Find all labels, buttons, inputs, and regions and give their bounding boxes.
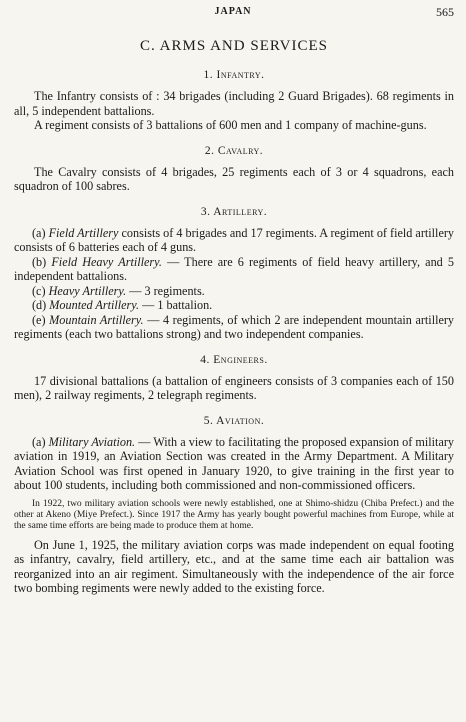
item-label: (c) <box>32 283 46 298</box>
aviation-note: In 1922, two military aviation schools were newly established, one at Shimo-shidzu (Chiba Prefect.) and the other at Akeno (Miye Prefect.). Since 1917 the Army has yearly bought powerful machines from Europe, while at the same time efforts are being made to produce them at home. <box>14 498 454 531</box>
artillery-item-b <box>14 255 454 284</box>
item-term: Military Aviation. <box>48 434 136 449</box>
artillery-item-e <box>14 313 454 342</box>
page-number: 565 <box>436 5 454 19</box>
section-heading-aviation: 5. Aviation. <box>203 414 265 427</box>
artillery-item-c <box>14 284 454 299</box>
infantry-paragraph-1: The Infantry consists of : 34 brigades (including 2 Guard Brigades). 68 regiments in all, 5 independent battalions. <box>14 89 454 118</box>
item-term: Heavy Artillery. <box>48 283 127 298</box>
item-term: Mountain Artillery. <box>49 312 144 327</box>
item-text: — 1 battalion. <box>142 298 213 312</box>
item-label: (a) <box>32 225 46 240</box>
aviation-paragraph-2: On June 1, 1925, the military aviation corps was made independent on equal footing as infantry, cavalry, field artillery, etc., and at the same time each air battalion was reorganized into an air regiment. Simultaneously with the independence of the air force two bombing regiments were newly added to the existing force. <box>14 537 454 595</box>
engineers-paragraph: 17 divisional battalions (a battalion of engineers consists of 3 companies each of 150 men), 2 railway regiments, 2 telegraph regiments. <box>14 373 454 402</box>
item-term: Field Artillery <box>48 225 119 240</box>
section-heading-cavalry: 2. Cavalry. <box>204 144 264 157</box>
artillery-item-a <box>14 226 454 255</box>
running-head <box>0 6 466 20</box>
aviation-item-a <box>14 435 454 493</box>
item-label: (e) <box>32 312 46 327</box>
part-title: C. ARMS AND SERVICES <box>139 38 328 54</box>
cavalry-paragraph: The Cavalry consists of 4 brigades, 25 regiments each of 3 or 4 squadrons, each squadron of 100 sabres. <box>14 164 454 193</box>
section-heading-infantry: 1. Infantry. <box>203 69 265 81</box>
page-content <box>14 22 454 596</box>
item-text: — 4 regiments, of which 2 are independent mountain artillery regiments (each two battalions strong) and two independent companies. <box>14 312 455 341</box>
artillery-item-d <box>14 298 454 313</box>
item-text: — 3 regiments. <box>129 283 205 298</box>
item-label: (b) <box>32 254 47 269</box>
item-text: — With a view to facilitating the proposed expansion of military aviation in 1919, an Aviation Section was created in the Army Department. A Military Aviation School was first opened in January 1920, to give training in the first year to about 100 students, including both commissioned and non-commissioned officers. <box>14 434 455 492</box>
item-term: Field Heavy Artillery. <box>51 254 162 269</box>
section-heading-engineers: 4. Engineers. <box>200 353 268 366</box>
item-label: (d) <box>32 298 47 312</box>
item-label: (a) <box>32 434 46 449</box>
item-text: — There are 6 regiments of field heavy artillery, and 5 independent battalions. <box>14 254 454 283</box>
running-head-title: JAPAN <box>214 6 252 17</box>
item-text: consists of 4 brigades and 17 regiments. A regiment of field artillery consists of 6 batteries each of 4 guns. <box>14 225 455 254</box>
item-term: Mounted Artillery. <box>49 298 140 312</box>
infantry-paragraph-2: A regiment consists of 3 battalions of 600 men and 1 company of machine-guns. <box>34 118 427 132</box>
section-heading-artillery: 3. Artillery. <box>200 205 268 218</box>
